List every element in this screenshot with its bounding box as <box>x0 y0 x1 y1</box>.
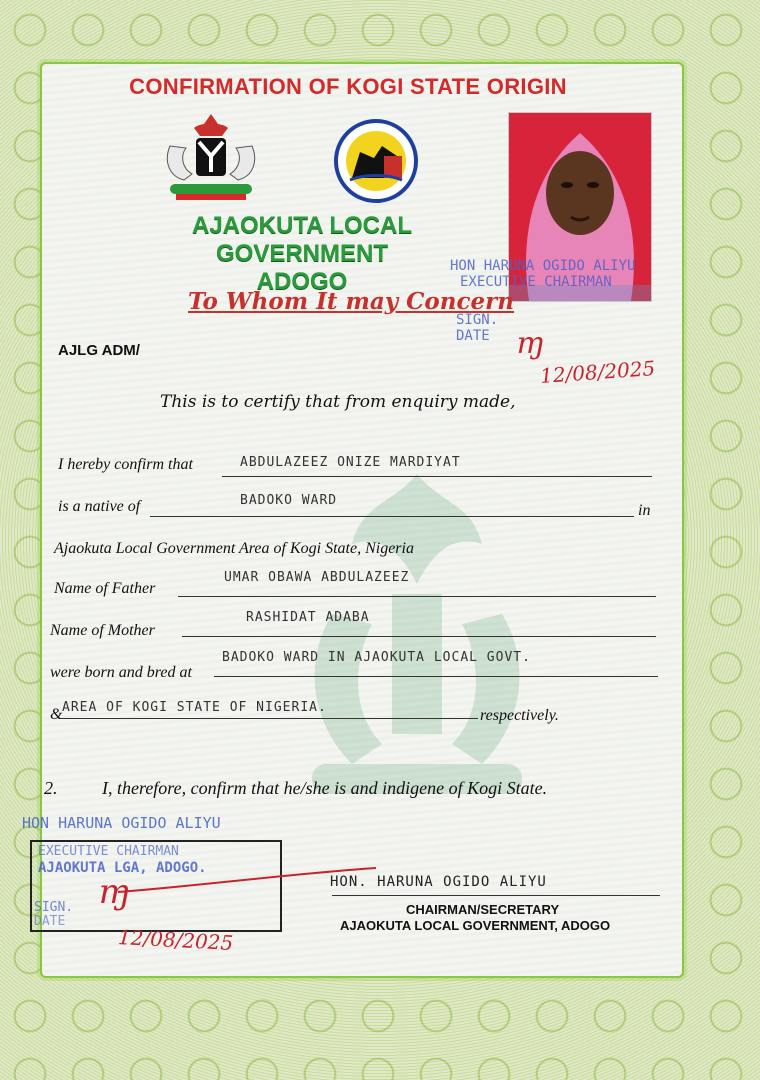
signatory-title: CHAIRMAN/SECRETARY <box>406 902 560 917</box>
local-government-name <box>112 212 492 296</box>
signature-mark-top: ɱ <box>516 326 545 361</box>
paragraph-2 <box>44 778 547 799</box>
signature-mark-bottom: ɱ <box>98 872 131 912</box>
top-stamp-name: HON HARUNA OGIDO ALIYU <box>450 258 636 274</box>
name-underline <box>222 476 652 477</box>
born-underline-2 <box>60 718 478 719</box>
stamp-date-label: DATE <box>34 914 66 929</box>
ampersand-label: & <box>50 706 63 723</box>
salutation: To Whom It may Concern <box>188 288 514 315</box>
signatory-underline <box>332 895 660 896</box>
paragraph-2-text: I, therefore, confirm that he/she is and indigene of Kogi State. <box>102 778 548 798</box>
father-value: UMAR OBAWA ABDULAZEEZ <box>224 570 410 585</box>
confirm-label: I hereby confirm that <box>58 456 193 473</box>
handwritten-date-bottom: 12/08/2025 <box>117 924 234 956</box>
mother-underline <box>182 636 656 637</box>
in-label: in <box>638 502 651 519</box>
paragraph-2-number: 2. <box>44 778 58 798</box>
native-value: BADOKO WARD <box>240 493 338 508</box>
born-underline-1 <box>214 676 658 677</box>
certificate-title: CONFIRMATION OF KOGI STATE ORIGIN <box>129 74 567 99</box>
respectively-label: respectively. <box>480 707 559 724</box>
father-label: Name of Father <box>54 580 156 597</box>
top-stamp-date-label: DATE <box>456 328 490 344</box>
born-value-1: BADOKO WARD IN AJAOKUTA LOCAL GOVT. <box>222 650 531 665</box>
signatory-office: AJAOKUTA LOCAL GOVERNMENT, ADOGO <box>340 918 611 933</box>
top-stamp-sign-label: SIGN. <box>456 312 499 328</box>
stamp-sign-label: SIGN. <box>34 900 74 915</box>
native-label: is a native of <box>58 498 141 515</box>
official-stamp-name: HON HARUNA OGIDO ALIYU <box>22 814 221 832</box>
lg-name-line-2: ADOGO <box>256 268 348 295</box>
name-value: ABDULAZEEZ ONIZE MARDIYAT <box>240 455 461 470</box>
lga-statement: Ajaokuta Local Government Area of Kogi State, Nigeria <box>54 540 414 557</box>
local-government-logo-icon <box>330 118 422 204</box>
lg-name-line-1: AJAOKUTA LOCAL GOVERNMENT <box>192 212 412 267</box>
father-underline <box>178 596 656 597</box>
stamp-office: AJAOKUTA LGA, ADOGO. <box>38 860 207 876</box>
top-stamp-title: EXECUTIVE CHAIRMAN <box>460 274 612 290</box>
stamp-title: EXECUTIVE CHAIRMAN <box>38 844 179 859</box>
coat-of-arms-icon <box>156 110 266 202</box>
mother-label: Name of Mother <box>50 622 155 639</box>
mother-value: RASHIDAT ADABA <box>246 610 370 625</box>
certify-statement: This is to certify that from enquiry made, <box>160 392 516 412</box>
born-value-2: AREA OF KOGI STATE OF NIGERIA. <box>62 700 327 715</box>
handwritten-date-top: 12/08/2025 <box>539 356 656 388</box>
native-underline <box>150 516 634 517</box>
signatory-name: HON. HARUNA OGIDO ALIYU <box>330 874 547 890</box>
born-label: were born and bred at <box>50 664 192 681</box>
reference-number: AJLG ADM/ <box>58 342 140 359</box>
